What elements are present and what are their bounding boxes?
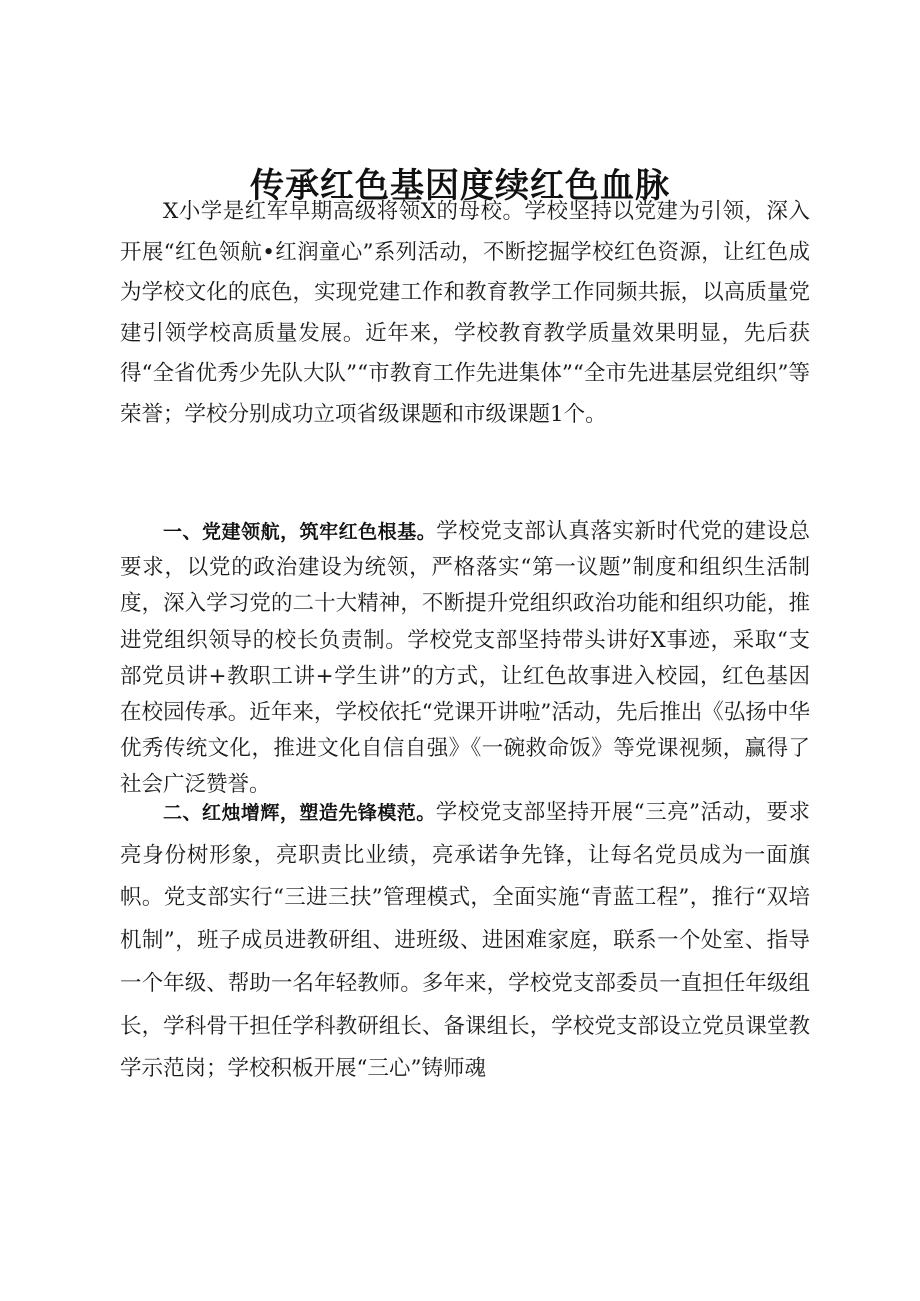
- section-two-heading: 二、红烛增辉，塑造先锋模范。: [163, 802, 436, 824]
- section-two-body: 学校党支部坚持开展“三亮”活动，要求亮身份树形象，亮职责比业绩，亮承诺争先锋，让每名党员成为一面旗帜。党支部实行“三进三扶”管理模式，全面实施“青蓝工程”，推行“双培机制”，班子成员进教研组、进班级、进困难家庭，联系一个处室、指导一个年级、帮助一名年轻教师。多年来，学校党支部委员一直担任年级组长，学科骨干担任学科教研组长、备课组长，学校党支部设立党员课堂教学示范岗；学校积板开展“三心”铸师魂: [120, 800, 810, 1082]
- document-title: 传承红色基因度续红色血脉: [250, 166, 670, 206]
- intro-paragraph: X小学是红军早期高级将领X的母校。学校坚持以党建为引领，深入开展“红色领航•红润童心”系列活动，不断挖掘学校红色资源，让红色成为学校文化的底色，实现党建工作和教育教学工作同频共振，以高质量党建引领学校高质量发展。近年来，学校教育教学质量效果明显，先后获得“全省优秀少先队大队”“市教育工作先进集体”“全市先进基层党组织”等荣誉；学校分别成功立项省级课题和市级课题1个。: [120, 199, 810, 427]
- section-two-paragraph: [120, 792, 810, 1091]
- section-one-heading: 一、党建领航，筑牢红色根基。: [163, 521, 437, 543]
- section-one-body: 学校党支部认真落实新时代党的建设总要求，以党的政治建设为统领，严格落实“第一议题”制度和组织生活制度，深入学习党的二十大精神，不断提升党组织政治功能和组织功能，推进党组织领导的校长负责制。学校党支部坚持带头讲好X事迹，采取“支部党员讲+教职工讲+学生讲”的方式，让红色故事进入校园，红色基因在校园传承。近年来，学校依托“党课开讲啦”活动，先后推出《弘扬中华优秀传统文化，推进文化自信自强》《一碗救命饭》等党课视频，赢得了社会广泛赞誉。: [120, 519, 810, 798]
- section-one-paragraph: [120, 514, 810, 804]
